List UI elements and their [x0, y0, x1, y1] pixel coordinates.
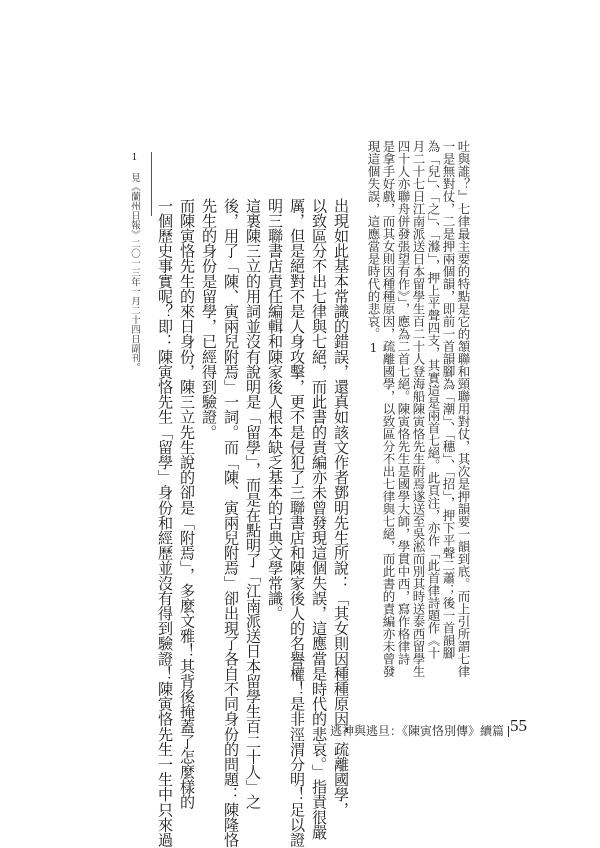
body-line: 厲，但是絕對不是人身攻擊，更不是侵犯了三聯書店和陳家後人的名譽權！是非涇渭分明！足以證 [288, 198, 306, 848]
body-line: 而陳寅恪先生的來日身份，陳三立先生說的卻是「附焉」，多麼文雅！其背後掩蓋了怎麼樣的 [178, 198, 196, 810]
footnote-rule [151, 152, 152, 216]
quote-line: 四十人亦聯舟併發張望有作》」，應為二首七絕。陳寅恪先生是國學大師，學貫中西，寫作格律詩 [396, 140, 411, 665]
quote-line: 一是無對仗，二是押兩個韻，即前一首韻腳為「潮」、「穗」、「招」，押下平聲二蕭；後一首韻腳 [441, 140, 456, 659]
footnote [126, 152, 140, 452]
quote-line: 月二十七日江南派送日本留學生百二十人登海船陳寅恪先生附焉遂送至吳淞而別其時送泰西留學生 [411, 140, 426, 678]
body-line: 先生的身份是留學，已經得到驗證。 [200, 198, 218, 440]
body-line: 後，用了「陳、寅兩兒附焉」一詞。而「陳、寅兩兒附焉」卻出現了各自不同身份的問題：陳隆恪 [222, 198, 240, 848]
quote-line: 為「兒」、「之」、「滌」，押上平聲四支，其實這是兩首七絕。此頁注，亦作「此首律詩題作《十 [426, 140, 441, 659]
quote-line: 是拿手好戲，而其女則因種種原因，疏離國學，以致區分不出七律與七絕，而此書的責編亦未曾發 [381, 140, 396, 678]
footnote-text: 1 見《蘭州日報》二〇一三年一月二十四日副刊。 [129, 152, 140, 372]
quoted-passage [351, 140, 471, 678]
body-line: 一個歷史事實呢？即：陳寅恪先生「留學」身份和經歷並沒有得到驗證！陳寅恪先生一生中只來過 [156, 198, 174, 848]
page-number: 55 [510, 716, 527, 735]
body-line: 明三聯書店責任編輯和陳家後人根本缺乏基本的古典文學常識。 [266, 198, 284, 621]
body-text [156, 198, 352, 848]
body-line: 以致區分不出七律與七絕，而此書的責編亦未曾發現這個失誤，這應當是時代的悲哀。」指責很嚴 [310, 198, 328, 840]
body-line: 這裏陳三立的用詞並沒有說明是「留學」，而是在點明了「江南派送日本留學生百二十人」之 [244, 198, 262, 810]
running-head-divider [508, 726, 509, 737]
quote-line: 現這個失誤，這應當是時代的悲哀。1 [366, 140, 381, 355]
running-head [330, 722, 509, 739]
running-head-text: 逃神與逃旦：《陳寅恪別傳》續篇 [330, 724, 505, 738]
quote-line: 吐與誰？』七律最主要的特點是它的頷聯和頸聯用對仗，其次是押韻要一韻到底。而上引所謂七律 [456, 140, 471, 678]
body-line: 出現如此基本常識的錯誤，還真如該文作者鄧明先生所說：「其女則因種種原因，疏離國學， [332, 198, 350, 818]
